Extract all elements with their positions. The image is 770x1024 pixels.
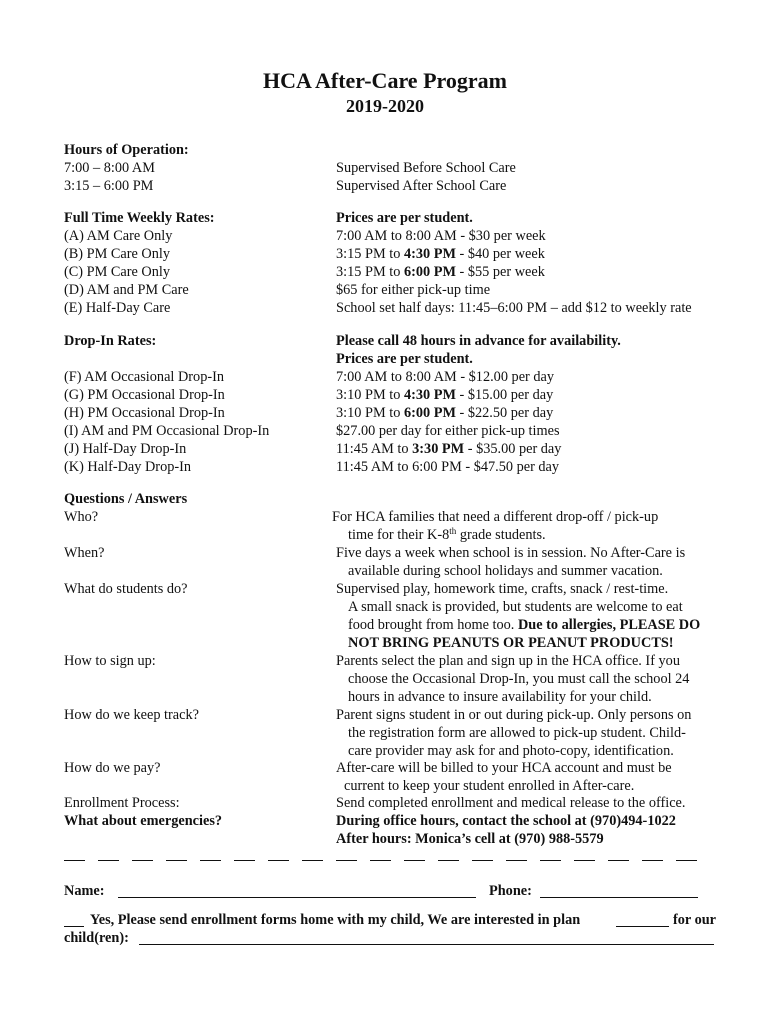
qa-activities-answer-3: food brought from home too. Due to allergies, PLEASE DO (348, 617, 701, 633)
cut-line-dash (676, 860, 697, 861)
weekly-plan-b: (B) PM Care Only (64, 246, 171, 262)
cut-line-dash (268, 860, 289, 861)
cut-line-dash (132, 860, 153, 861)
qa-pay-answer-1: After-care will be billed to your HCA account and must be (336, 760, 672, 776)
cut-line-dash (438, 860, 459, 861)
children-label: child(ren): (64, 930, 129, 946)
qa-emergency-answer-1: During office hours, contact the school at (970)494-1022 (336, 813, 676, 829)
dropin-note-price: Prices are per student. (336, 351, 473, 367)
cut-line-dash (302, 860, 323, 861)
qa-signup-question: How to sign up: (64, 653, 156, 669)
qa-when-answer-2: available during school holidays and summer vacation. (348, 563, 663, 579)
weekly-price-d: $65 for either pick-up time (336, 282, 491, 298)
qa-track-answer-3: care provider may ask for and photo-copy, identification. (348, 743, 674, 759)
dropin-plan-h: (H) PM Occasional Drop-In (64, 405, 225, 421)
qa-who-answer-1: For HCA families that need a different drop-off / pick-up (332, 509, 659, 525)
dropin-heading: Drop-In Rates: (64, 333, 157, 349)
cut-line-dash (98, 860, 119, 861)
weekly-price-c: 3:15 PM to 6:00 PM - $55 per week (336, 264, 545, 280)
qa-pay-answer-2: current to keep your student enrolled in After-care. (344, 778, 635, 794)
qa-emergency-question: What about emergencies? (64, 813, 223, 829)
weekly-plan-e: (E) Half-Day Care (64, 300, 171, 316)
phone-field[interactable] (540, 897, 698, 898)
name-label: Name: (64, 883, 105, 899)
document-title: HCA After-Care Program (263, 68, 507, 93)
cut-line-dash (200, 860, 221, 861)
for-our-text: for our (673, 912, 717, 928)
weekly-price-e: School set half days: 11:45–6:00 PM – add $12 to weekly rate (336, 300, 692, 316)
cut-line-dash (336, 860, 357, 861)
cut-line-dash (166, 860, 187, 861)
dropin-price-h: 3:10 PM to 6:00 PM - $22.50 per day (336, 405, 554, 421)
dropin-plan-i: (I) AM and PM Occasional Drop-In (64, 423, 270, 439)
hours-heading: Hours of Operation: (64, 142, 189, 158)
qa-when-question: When? (64, 545, 105, 561)
qa-activities-answer-2: A small snack is provided, but students are welcome to eat (348, 599, 683, 615)
qa-heading: Questions / Answers (64, 491, 188, 507)
phone-label: Phone: (489, 883, 532, 899)
dropin-plan-k: (K) Half-Day Drop-In (64, 459, 192, 475)
qa-track-answer-2: the registration form are allowed to pick-up student. Child- (348, 725, 686, 741)
plan-field[interactable] (616, 926, 669, 927)
qa-enroll-answer: Send completed enrollment and medical release to the office. (336, 795, 686, 811)
weekly-price-b: 3:15 PM to 4:30 PM - $40 per week (336, 246, 545, 262)
hours-desc-pm: Supervised After School Care (336, 178, 507, 194)
qa-who-question: Who? (64, 509, 99, 525)
consent-checkbox-blank[interactable] (64, 926, 84, 927)
qa-signup-answer-3: hours in advance to insure availability for your child. (348, 689, 652, 705)
weekly-plan-c: (C) PM Care Only (64, 264, 171, 280)
dropin-plan-j: (J) Half-Day Drop-In (64, 441, 187, 457)
school-year: 2019-2020 (346, 96, 424, 116)
qa-activities-answer-4: NOT BRING PEANUTS OR PEANUT PRODUCTS! (348, 635, 674, 651)
hours-time-am: 7:00 – 8:00 AM (64, 160, 155, 176)
dropin-price-f: 7:00 AM to 8:00 AM - $12.00 per day (336, 369, 555, 385)
cut-line-dash (472, 860, 493, 861)
cut-line-dash (506, 860, 527, 861)
children-field[interactable] (139, 944, 714, 945)
dropin-note-call: Please call 48 hours in advance for availability. (336, 333, 621, 349)
weekly-rates-heading: Full Time Weekly Rates: (64, 210, 215, 226)
weekly-rates-note: Prices are per student. (336, 210, 473, 226)
dropin-plan-g: (G) PM Occasional Drop-In (64, 387, 225, 403)
qa-track-question: How do we keep track? (64, 707, 199, 723)
cut-line-dash (234, 860, 255, 861)
cut-line-dash (370, 860, 391, 861)
qa-signup-answer-1: Parents select the plan and sign up in the HCA office. If you (336, 653, 680, 669)
qa-signup-answer-2: choose the Occasional Drop-In, you must call the school 24 (348, 671, 690, 687)
qa-who-answer-2: time for their K-8th grade students. (348, 526, 546, 543)
dropin-price-g: 3:10 PM to 4:30 PM - $15.00 per day (336, 387, 554, 403)
qa-enroll-question: Enrollment Process: (64, 795, 180, 811)
cut-line-dash (404, 860, 425, 861)
dropin-plan-f: (F) AM Occasional Drop-In (64, 369, 225, 385)
qa-when-answer-1: Five days a week when school is in session. No After-Care is (336, 545, 686, 561)
qa-pay-question: How do we pay? (64, 760, 161, 776)
cut-line-dash (540, 860, 561, 861)
consent-text: Yes, Please send enrollment forms home with my child, We are interested in plan (90, 912, 581, 928)
hours-desc-am: Supervised Before School Care (336, 160, 516, 176)
cut-line-dash (608, 860, 629, 861)
dropin-price-k: 11:45 AM to 6:00 PM - $47.50 per day (336, 459, 560, 475)
cut-line-dash (642, 860, 663, 861)
cut-line-dash (574, 860, 595, 861)
cut-line-dash (64, 860, 85, 861)
dropin-price-i: $27.00 per day for either pick-up times (336, 423, 560, 439)
qa-track-answer-1: Parent signs student in or out during pick-up. Only persons on (336, 707, 692, 723)
name-field[interactable] (118, 897, 476, 898)
weekly-plan-a: (A) AM Care Only (64, 228, 173, 244)
weekly-price-a: 7:00 AM to 8:00 AM - $30 per week (336, 228, 546, 244)
qa-activities-answer-1: Supervised play, homework time, crafts, snack / rest-time. (336, 581, 669, 597)
qa-activities-question: What do students do? (64, 581, 188, 597)
weekly-plan-d: (D) AM and PM Care (64, 282, 189, 298)
hours-time-pm: 3:15 – 6:00 PM (64, 178, 154, 194)
dropin-price-j: 11:45 AM to 3:30 PM - $35.00 per day (336, 441, 562, 457)
qa-emergency-answer-2: After hours: Monica’s cell at (970) 988-5579 (336, 831, 604, 847)
